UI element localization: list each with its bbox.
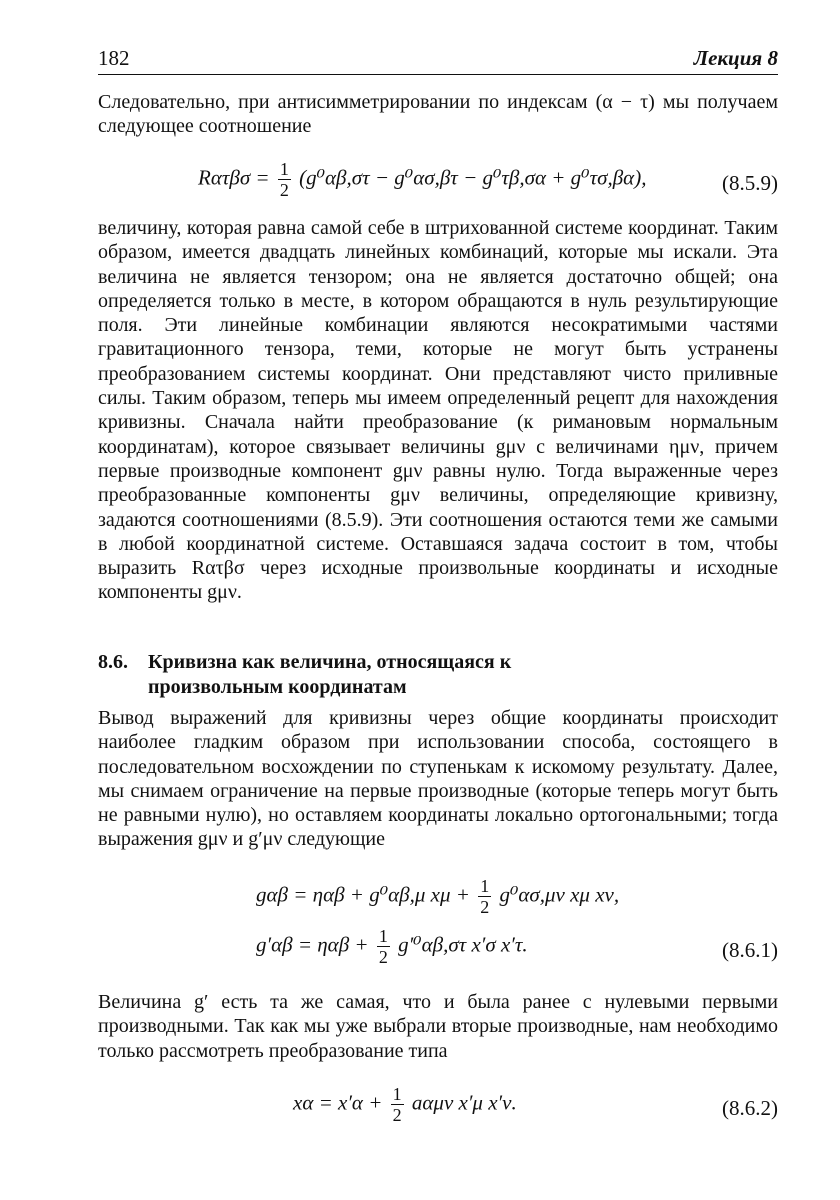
fraction-numerator: 1: [480, 876, 490, 896]
paragraph-transformation-text: Величина g′ есть та же самая, что и была ранее с нулевыми первыми производными. Так как мы уже выбрали вторые производные, нам необходимо только рассмотреть преобразование типа: [98, 991, 778, 1062]
paragraph-recipe-text: величину, которая равна самой себе в штрихованной системе координат. Таким образом, имеется двадцать линейных комбинаций, которые мы искали. Эта величина не является тензором; она не является достаточно общей; она определяется только в месте, в котором обращаются в нуль результирующие поля. Эти линейные комбинации являются несократимыми частями гравитационного тензора, теми, которые не могут быть устранены преобразованием системы координат. Они представляют чисто приливные силы. Таким образом, теперь мы имеем определенный рецепт для нахождения кривизны. Сначала найти преобразование (к римановым нормальным координатам), которое связывает величины gμν с величинами ημν, причем первые производные компонент gμν равны нулю. Тогда выраженные через преобразованные компоненты gμν величины, определяющие кривизну, задаются соотношениями (8.5.9). Эти соотношения остаются теми же самыми в любой координатной системе. Оставшаяся задача состоит в том, чтобы выразить Rατβσ через исходные произвольные координаты и исходные компоненты gμν.: [98, 217, 778, 604]
equation-8-5-9-lhs: Rατβσ =: [198, 165, 270, 190]
fraction-one-half: [377, 926, 390, 967]
equation-8-6-1-line-2-left: g′αβ = ηαβ +: [256, 932, 369, 957]
section-number: 8.6.: [98, 651, 128, 673]
paragraph-derivation-text: Вывод выражений для кривизны через общие координаты происходит наиболее гладким образом при использовании способа, состоящего в последовательном восхождении по ступенькам к искомому результату. Далее, мы снимаем ограничение на первые производные (которые теперь могут быть не равными нулю), но оставляем координаты локально ортогональными; тогда выражения gμν и g′μν следующие: [98, 707, 778, 851]
section-title-line-1: Кривизна как величина, относящаяся к: [148, 651, 512, 673]
fraction-one-half: [478, 876, 491, 917]
equation-8-6-1-line-1: [256, 876, 619, 917]
intro-text: Следовательно, при антисимметрировании по индексам (α − τ) мы получаем следующее соотношение: [98, 91, 778, 138]
equation-8-5-9-number: (8.5.9): [722, 171, 778, 195]
fraction-denominator: 2: [480, 897, 490, 917]
equation-8-6-1-line-2: [256, 926, 528, 967]
paragraph-recipe: [98, 216, 778, 605]
fraction-one-half: [391, 1084, 404, 1125]
equation-8-6-2-number: (8.6.2): [722, 1096, 778, 1120]
paragraph-transformation: [98, 990, 778, 1063]
equation-8-6-2: [98, 1080, 778, 1132]
equation-8-5-9-body: [198, 159, 646, 200]
fraction-numerator: 1: [378, 926, 388, 946]
page-header: [98, 40, 778, 76]
equation-8-6-1-line-1-right: g⁰ασ,μν xμ xν,: [499, 882, 620, 907]
intro-paragraph: [98, 90, 778, 139]
paragraph-derivation: [98, 706, 778, 852]
equation-8-6-1: [98, 872, 778, 982]
page-number: 182: [98, 46, 130, 70]
equation-8-6-1-line-1-left: gαβ = ηαβ + g⁰αβ,μ xμ +: [256, 882, 470, 907]
fraction-denominator: 2: [392, 1105, 402, 1125]
fraction-numerator: 1: [392, 1084, 402, 1104]
equation-8-6-1-line-2-right: g′⁰αβ,στ x′σ x′τ.: [398, 932, 528, 957]
fraction-denominator: 2: [279, 180, 289, 200]
section-title: [148, 650, 511, 700]
header-rule: [98, 74, 778, 75]
fraction-numerator: 1: [279, 159, 289, 179]
fraction-denominator: 2: [378, 947, 388, 967]
equation-8-6-2-lhs: xα = x′α +: [293, 1090, 383, 1115]
section-title-line-2: произвольным координатам: [148, 676, 407, 698]
equation-8-6-2-body: [293, 1084, 517, 1125]
fraction-one-half: [278, 159, 291, 200]
equation-8-6-2-rhs: aαμν x′μ x′ν.: [411, 1090, 517, 1115]
equation-8-6-1-number: (8.6.1): [722, 938, 778, 962]
running-title: Лекция 8: [693, 46, 778, 70]
equation-8-5-9-rhs: (g⁰αβ,στ − g⁰ασ,βτ − g⁰τβ,σα + g⁰τσ,βα),: [299, 165, 647, 190]
equation-8-5-9: [98, 155, 778, 207]
